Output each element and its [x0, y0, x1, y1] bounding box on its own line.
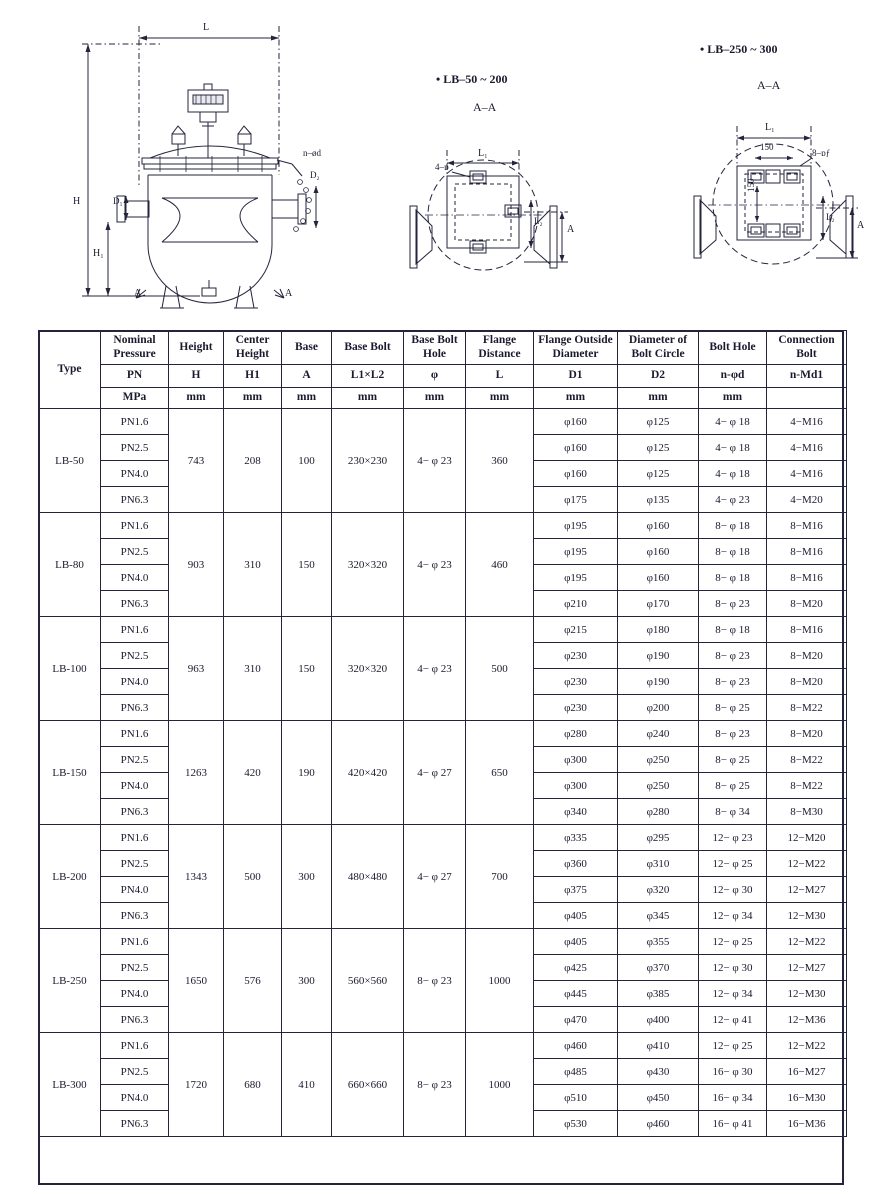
cell-bolt-hole: 12− φ 25 — [699, 1033, 767, 1059]
cell-base: 410 — [282, 1033, 332, 1137]
cell-bolt-hole: 8− φ 18 — [699, 513, 767, 539]
cell-connection-bolt: 12−M22 — [767, 929, 847, 955]
cell-nominal-pressure: PN4.0 — [101, 565, 169, 591]
cell-bolt-hole: 4− φ 18 — [699, 409, 767, 435]
cell-nominal-pressure: PN6.3 — [101, 1007, 169, 1033]
cell-bolt-hole: 4− φ 18 — [699, 461, 767, 487]
cell-connection-bolt: 4−M16 — [767, 461, 847, 487]
cell-nominal-pressure: PN6.3 — [101, 591, 169, 617]
cell-diameter-of-bolt-circle: φ180 — [618, 617, 699, 643]
header-center-height: Center Height — [224, 331, 282, 365]
dim-label-L: L — [203, 22, 210, 33]
cell-flange-outside-diameter: φ335 — [534, 825, 618, 851]
unit-d1: mm — [534, 388, 618, 409]
cell-diameter-of-bolt-circle: φ190 — [618, 669, 699, 695]
dim-label-L2-large: L₂ — [826, 212, 835, 222]
cell-center-height: 310 — [224, 513, 282, 617]
cell-connection-bolt: 8−M20 — [767, 669, 847, 695]
dim-label-H1: H₁ — [93, 248, 104, 259]
cell-bolt-hole: 8− φ 25 — [699, 773, 767, 799]
cell-diameter-of-bolt-circle: φ135 — [618, 487, 699, 513]
cell-bolt-hole: 12− φ 25 — [699, 851, 767, 877]
dim-label-4-phi-small: 4–ɒ — [435, 162, 449, 172]
cell-nominal-pressure: PN1.6 — [101, 409, 169, 435]
symbol-h1: H1 — [224, 365, 282, 388]
cell-connection-bolt: 12−M36 — [767, 1007, 847, 1033]
symbol-d2: D2 — [618, 365, 699, 388]
symbol-n-phid: n-φd — [699, 365, 767, 388]
symbol-l1xl2: L1×L2 — [332, 365, 404, 388]
symbol-n-md1: n-Md1 — [767, 365, 847, 388]
header-nominal-pressure: Nominal Pressure — [101, 331, 169, 365]
cell-flange-outside-diameter: φ375 — [534, 877, 618, 903]
cell-connection-bolt: 4−M16 — [767, 409, 847, 435]
cell-base-bolt: 420×420 — [332, 721, 404, 825]
cell-type: LB-150 — [39, 721, 101, 825]
header-connection-bolt: Connection Bolt — [767, 331, 847, 365]
dim-label-A-large: A — [857, 220, 865, 231]
cell-nominal-pressure: PN1.6 — [101, 1033, 169, 1059]
cell-flange-outside-diameter: φ195 — [534, 513, 618, 539]
table-row — [39, 617, 847, 643]
cell-diameter-of-bolt-circle: φ355 — [618, 929, 699, 955]
dim-label-n-od: n–ød — [303, 148, 321, 158]
cell-diameter-of-bolt-circle: φ160 — [618, 539, 699, 565]
cell-diameter-of-bolt-circle: φ200 — [618, 695, 699, 721]
header-diameter-of-bolt-circle: Diameter of Bolt Circle — [618, 331, 699, 365]
cell-base-bolt: 230×230 — [332, 409, 404, 513]
cell-center-height: 208 — [224, 409, 282, 513]
cell-connection-bolt: 16−M27 — [767, 1059, 847, 1085]
cell-type: LB-250 — [39, 929, 101, 1033]
cell-flange-outside-diameter: φ160 — [534, 435, 618, 461]
table-row — [39, 513, 847, 539]
cell-base-bolt-hole: 4− φ 23 — [404, 513, 466, 617]
cell-flange-distance: 500 — [466, 617, 534, 721]
cell-diameter-of-bolt-circle: φ125 — [618, 409, 699, 435]
cell-diameter-of-bolt-circle: φ240 — [618, 721, 699, 747]
cell-connection-bolt: 4−M16 — [767, 435, 847, 461]
header-flange-distance: Flange Distance — [466, 331, 534, 365]
cell-diameter-of-bolt-circle: φ280 — [618, 799, 699, 825]
cell-base-bolt-hole: 4− φ 23 — [404, 409, 466, 513]
header-row-symbols — [39, 365, 847, 388]
cell-bolt-hole: 8− φ 23 — [699, 669, 767, 695]
cell-nominal-pressure: PN2.5 — [101, 851, 169, 877]
cell-flange-outside-diameter: φ460 — [534, 1033, 618, 1059]
cell-bolt-hole: 8− φ 18 — [699, 617, 767, 643]
cell-connection-bolt: 12−M20 — [767, 825, 847, 851]
cell-center-height: 680 — [224, 1033, 282, 1137]
cell-connection-bolt: 16−M36 — [767, 1111, 847, 1137]
dim-label-8-phi-f: 8–ɒƒ — [812, 148, 831, 158]
cell-bolt-hole: 16− φ 41 — [699, 1111, 767, 1137]
cell-nominal-pressure: PN1.6 — [101, 929, 169, 955]
cell-diameter-of-bolt-circle: φ320 — [618, 877, 699, 903]
cell-bolt-hole: 12− φ 25 — [699, 929, 767, 955]
dim-label-D2: D₂ — [310, 170, 320, 180]
cell-connection-bolt: 12−M22 — [767, 1033, 847, 1059]
technical-drawings — [0, 0, 884, 318]
cell-height: 1650 — [169, 929, 224, 1033]
dim-label-L1-small: L₁ — [478, 148, 488, 159]
cell-bolt-hole: 12− φ 34 — [699, 981, 767, 1007]
cell-diameter-of-bolt-circle: φ450 — [618, 1085, 699, 1111]
cell-diameter-of-bolt-circle: φ125 — [618, 461, 699, 487]
cell-base: 190 — [282, 721, 332, 825]
table-row — [39, 825, 847, 851]
cell-center-height: 500 — [224, 825, 282, 929]
cell-nominal-pressure: PN1.6 — [101, 825, 169, 851]
cell-flange-outside-diameter: φ175 — [534, 487, 618, 513]
unit-n-md1 — [767, 388, 847, 409]
cell-connection-bolt: 8−M20 — [767, 591, 847, 617]
cell-bolt-hole: 4− φ 23 — [699, 487, 767, 513]
unit-a: mm — [282, 388, 332, 409]
cell-diameter-of-bolt-circle: φ295 — [618, 825, 699, 851]
cell-nominal-pressure: PN4.0 — [101, 877, 169, 903]
specification-table — [38, 330, 847, 1137]
unit-pn: MPa — [101, 388, 169, 409]
cell-bolt-hole: 8− φ 34 — [699, 799, 767, 825]
cell-diameter-of-bolt-circle: φ345 — [618, 903, 699, 929]
cell-flange-distance: 650 — [466, 721, 534, 825]
cell-connection-bolt: 12−M30 — [767, 981, 847, 1007]
symbol-l: L — [466, 365, 534, 388]
view-caption-small: • LB–50 ~ 200 — [436, 72, 508, 86]
cell-diameter-of-bolt-circle: φ385 — [618, 981, 699, 1007]
cell-diameter-of-bolt-circle: φ160 — [618, 513, 699, 539]
section-marker-A-right: A — [285, 288, 293, 299]
cell-connection-bolt: 16−M30 — [767, 1085, 847, 1111]
cell-nominal-pressure: PN4.0 — [101, 461, 169, 487]
dim-label-H: H — [73, 196, 81, 207]
cell-flange-outside-diameter: φ510 — [534, 1085, 618, 1111]
unit-l: mm — [466, 388, 534, 409]
unit-phi: mm — [404, 388, 466, 409]
cell-nominal-pressure: PN6.3 — [101, 903, 169, 929]
cell-nominal-pressure: PN2.5 — [101, 1059, 169, 1085]
cell-base-bolt-hole: 8− φ 23 — [404, 1033, 466, 1137]
cell-nominal-pressure: PN2.5 — [101, 955, 169, 981]
cell-bolt-hole: 12− φ 23 — [699, 825, 767, 851]
cell-center-height: 310 — [224, 617, 282, 721]
cell-base: 150 — [282, 513, 332, 617]
view-section-label-small: A–A — [473, 100, 497, 114]
cell-nominal-pressure: PN4.0 — [101, 669, 169, 695]
cell-base-bolt: 560×560 — [332, 929, 404, 1033]
cell-nominal-pressure: PN4.0 — [101, 1085, 169, 1111]
cell-nominal-pressure: PN4.0 — [101, 773, 169, 799]
cell-diameter-of-bolt-circle: φ250 — [618, 747, 699, 773]
cell-base-bolt: 320×320 — [332, 513, 404, 617]
cell-bolt-hole: 8− φ 18 — [699, 565, 767, 591]
cell-connection-bolt: 8−M16 — [767, 565, 847, 591]
header-row-titles — [39, 331, 847, 365]
cell-height: 743 — [169, 409, 224, 513]
cell-flange-outside-diameter: φ445 — [534, 981, 618, 1007]
cell-bolt-hole: 8− φ 23 — [699, 721, 767, 747]
unit-h1: mm — [224, 388, 282, 409]
cell-bolt-hole: 12− φ 30 — [699, 877, 767, 903]
cell-flange-outside-diameter: φ300 — [534, 747, 618, 773]
header-flange-outside-diameter: Flange Outside Diameter — [534, 331, 618, 365]
cell-nominal-pressure: PN1.6 — [101, 617, 169, 643]
cell-flange-outside-diameter: φ470 — [534, 1007, 618, 1033]
unit-n-phid: mm — [699, 388, 767, 409]
cell-connection-bolt: 8−M16 — [767, 617, 847, 643]
cell-height: 903 — [169, 513, 224, 617]
cell-type: LB-100 — [39, 617, 101, 721]
cell-center-height: 576 — [224, 929, 282, 1033]
cell-flange-distance: 700 — [466, 825, 534, 929]
header-base: Base — [282, 331, 332, 365]
cell-nominal-pressure: PN6.3 — [101, 487, 169, 513]
cell-flange-outside-diameter: φ300 — [534, 773, 618, 799]
dim-label-L2-small: L₂ — [534, 216, 543, 226]
cell-diameter-of-bolt-circle: φ190 — [618, 643, 699, 669]
cell-connection-bolt: 12−M30 — [767, 903, 847, 929]
cell-diameter-of-bolt-circle: φ400 — [618, 1007, 699, 1033]
cell-flange-outside-diameter: φ160 — [534, 409, 618, 435]
unit-h: mm — [169, 388, 224, 409]
cell-flange-outside-diameter: φ530 — [534, 1111, 618, 1137]
cell-nominal-pressure: PN2.5 — [101, 643, 169, 669]
cell-base: 300 — [282, 929, 332, 1033]
cell-base-bolt-hole: 8− φ 23 — [404, 929, 466, 1033]
table-body — [39, 409, 847, 1137]
cell-diameter-of-bolt-circle: φ170 — [618, 591, 699, 617]
cell-flange-outside-diameter: φ405 — [534, 929, 618, 955]
dim-label-150-vertical: 150 — [746, 178, 756, 192]
cell-type: LB-200 — [39, 825, 101, 929]
cell-bolt-hole: 12− φ 41 — [699, 1007, 767, 1033]
symbol-d1: D1 — [534, 365, 618, 388]
cell-bolt-hole: 16− φ 30 — [699, 1059, 767, 1085]
cell-connection-bolt: 12−M22 — [767, 851, 847, 877]
cell-connection-bolt: 12−M27 — [767, 955, 847, 981]
symbol-pn: PN — [101, 365, 169, 388]
view-caption-large: • LB–250 ~ 300 — [700, 42, 778, 56]
cell-flange-distance: 1000 — [466, 929, 534, 1033]
cell-flange-outside-diameter: φ340 — [534, 799, 618, 825]
symbol-a: A — [282, 365, 332, 388]
cell-bolt-hole: 8− φ 25 — [699, 695, 767, 721]
unit-d2: mm — [618, 388, 699, 409]
cell-base-bolt: 480×480 — [332, 825, 404, 929]
header-base-bolt: Base Bolt — [332, 331, 404, 365]
table-row — [39, 721, 847, 747]
cell-flange-outside-diameter: φ210 — [534, 591, 618, 617]
cell-flange-outside-diameter: φ215 — [534, 617, 618, 643]
cell-connection-bolt: 4−M20 — [767, 487, 847, 513]
cell-diameter-of-bolt-circle: φ250 — [618, 773, 699, 799]
cell-bolt-hole: 12− φ 34 — [699, 903, 767, 929]
cell-bolt-hole: 4− φ 18 — [699, 435, 767, 461]
cell-connection-bolt: 8−M22 — [767, 773, 847, 799]
header-height: Height — [169, 331, 224, 365]
unit-l1xl2: mm — [332, 388, 404, 409]
cell-base-bolt-hole: 4− φ 27 — [404, 825, 466, 929]
cell-connection-bolt: 8−M22 — [767, 747, 847, 773]
cell-base: 300 — [282, 825, 332, 929]
cell-diameter-of-bolt-circle: φ160 — [618, 565, 699, 591]
cell-height: 1343 — [169, 825, 224, 929]
cell-flange-outside-diameter: φ360 — [534, 851, 618, 877]
cell-height: 1720 — [169, 1033, 224, 1137]
cell-bolt-hole: 8− φ 23 — [699, 591, 767, 617]
cell-base-bolt: 320×320 — [332, 617, 404, 721]
dim-label-150-horizontal: 150 — [760, 142, 774, 152]
cell-nominal-pressure: PN2.5 — [101, 747, 169, 773]
symbol-phi: φ — [404, 365, 466, 388]
cell-diameter-of-bolt-circle: φ430 — [618, 1059, 699, 1085]
cell-flange-outside-diameter: φ280 — [534, 721, 618, 747]
cell-nominal-pressure: PN4.0 — [101, 981, 169, 1007]
cell-connection-bolt: 8−M20 — [767, 643, 847, 669]
cell-nominal-pressure: PN6.3 — [101, 799, 169, 825]
cell-nominal-pressure: PN2.5 — [101, 435, 169, 461]
view-section-label-large: A–A — [757, 78, 781, 92]
header-type: Type — [39, 331, 101, 409]
cell-nominal-pressure: PN6.3 — [101, 1111, 169, 1137]
cell-base-bolt-hole: 4− φ 27 — [404, 721, 466, 825]
cell-bolt-hole: 8− φ 18 — [699, 539, 767, 565]
cell-connection-bolt: 8−M20 — [767, 721, 847, 747]
table-header — [39, 331, 847, 409]
cell-height: 963 — [169, 617, 224, 721]
cell-bolt-hole: 12− φ 30 — [699, 955, 767, 981]
cell-height: 1263 — [169, 721, 224, 825]
cell-diameter-of-bolt-circle: φ410 — [618, 1033, 699, 1059]
header-bolt-hole: Bolt Hole — [699, 331, 767, 365]
table-row — [39, 929, 847, 955]
cell-flange-outside-diameter: φ195 — [534, 539, 618, 565]
symbol-h: H — [169, 365, 224, 388]
cell-nominal-pressure: PN1.6 — [101, 721, 169, 747]
cell-flange-outside-diameter: φ485 — [534, 1059, 618, 1085]
cell-flange-outside-diameter: φ425 — [534, 955, 618, 981]
cell-flange-distance: 1000 — [466, 1033, 534, 1137]
cell-flange-distance: 460 — [466, 513, 534, 617]
cell-bolt-hole: 16− φ 34 — [699, 1085, 767, 1111]
cell-base: 150 — [282, 617, 332, 721]
cell-flange-outside-diameter: φ230 — [534, 695, 618, 721]
cell-flange-outside-diameter: φ230 — [534, 643, 618, 669]
cell-flange-distance: 360 — [466, 409, 534, 513]
cell-diameter-of-bolt-circle: φ460 — [618, 1111, 699, 1137]
cell-nominal-pressure: PN2.5 — [101, 539, 169, 565]
cell-bolt-hole: 8− φ 23 — [699, 643, 767, 669]
cell-center-height: 420 — [224, 721, 282, 825]
cell-flange-outside-diameter: φ160 — [534, 461, 618, 487]
cell-nominal-pressure: PN6.3 — [101, 695, 169, 721]
cell-flange-outside-diameter: φ230 — [534, 669, 618, 695]
header-base-bolt-hole: Base Bolt Hole — [404, 331, 466, 365]
cell-connection-bolt: 8−M22 — [767, 695, 847, 721]
cell-diameter-of-bolt-circle: φ370 — [618, 955, 699, 981]
cell-flange-outside-diameter: φ195 — [534, 565, 618, 591]
cell-connection-bolt: 12−M27 — [767, 877, 847, 903]
cell-nominal-pressure: PN1.6 — [101, 513, 169, 539]
cell-base-bolt: 660×660 — [332, 1033, 404, 1137]
dim-label-D1: D₁ — [113, 196, 123, 206]
cell-connection-bolt: 8−M16 — [767, 539, 847, 565]
cell-type: LB-50 — [39, 409, 101, 513]
cell-diameter-of-bolt-circle: φ310 — [618, 851, 699, 877]
dim-label-A-small: A — [567, 224, 575, 235]
cell-type: LB-300 — [39, 1033, 101, 1137]
cell-diameter-of-bolt-circle: φ125 — [618, 435, 699, 461]
cell-base-bolt-hole: 4− φ 23 — [404, 617, 466, 721]
specification-table-wrapper — [38, 330, 846, 1137]
cell-bolt-hole: 8− φ 25 — [699, 747, 767, 773]
cell-flange-outside-diameter: φ405 — [534, 903, 618, 929]
dim-label-L1-large: L₁ — [765, 122, 775, 133]
table-row — [39, 409, 847, 435]
table-row — [39, 1033, 847, 1059]
cell-connection-bolt: 8−M16 — [767, 513, 847, 539]
cell-connection-bolt: 8−M30 — [767, 799, 847, 825]
section-marker-A-left: A — [134, 288, 142, 299]
header-row-units — [39, 388, 847, 409]
cell-type: LB-80 — [39, 513, 101, 617]
cell-base: 100 — [282, 409, 332, 513]
